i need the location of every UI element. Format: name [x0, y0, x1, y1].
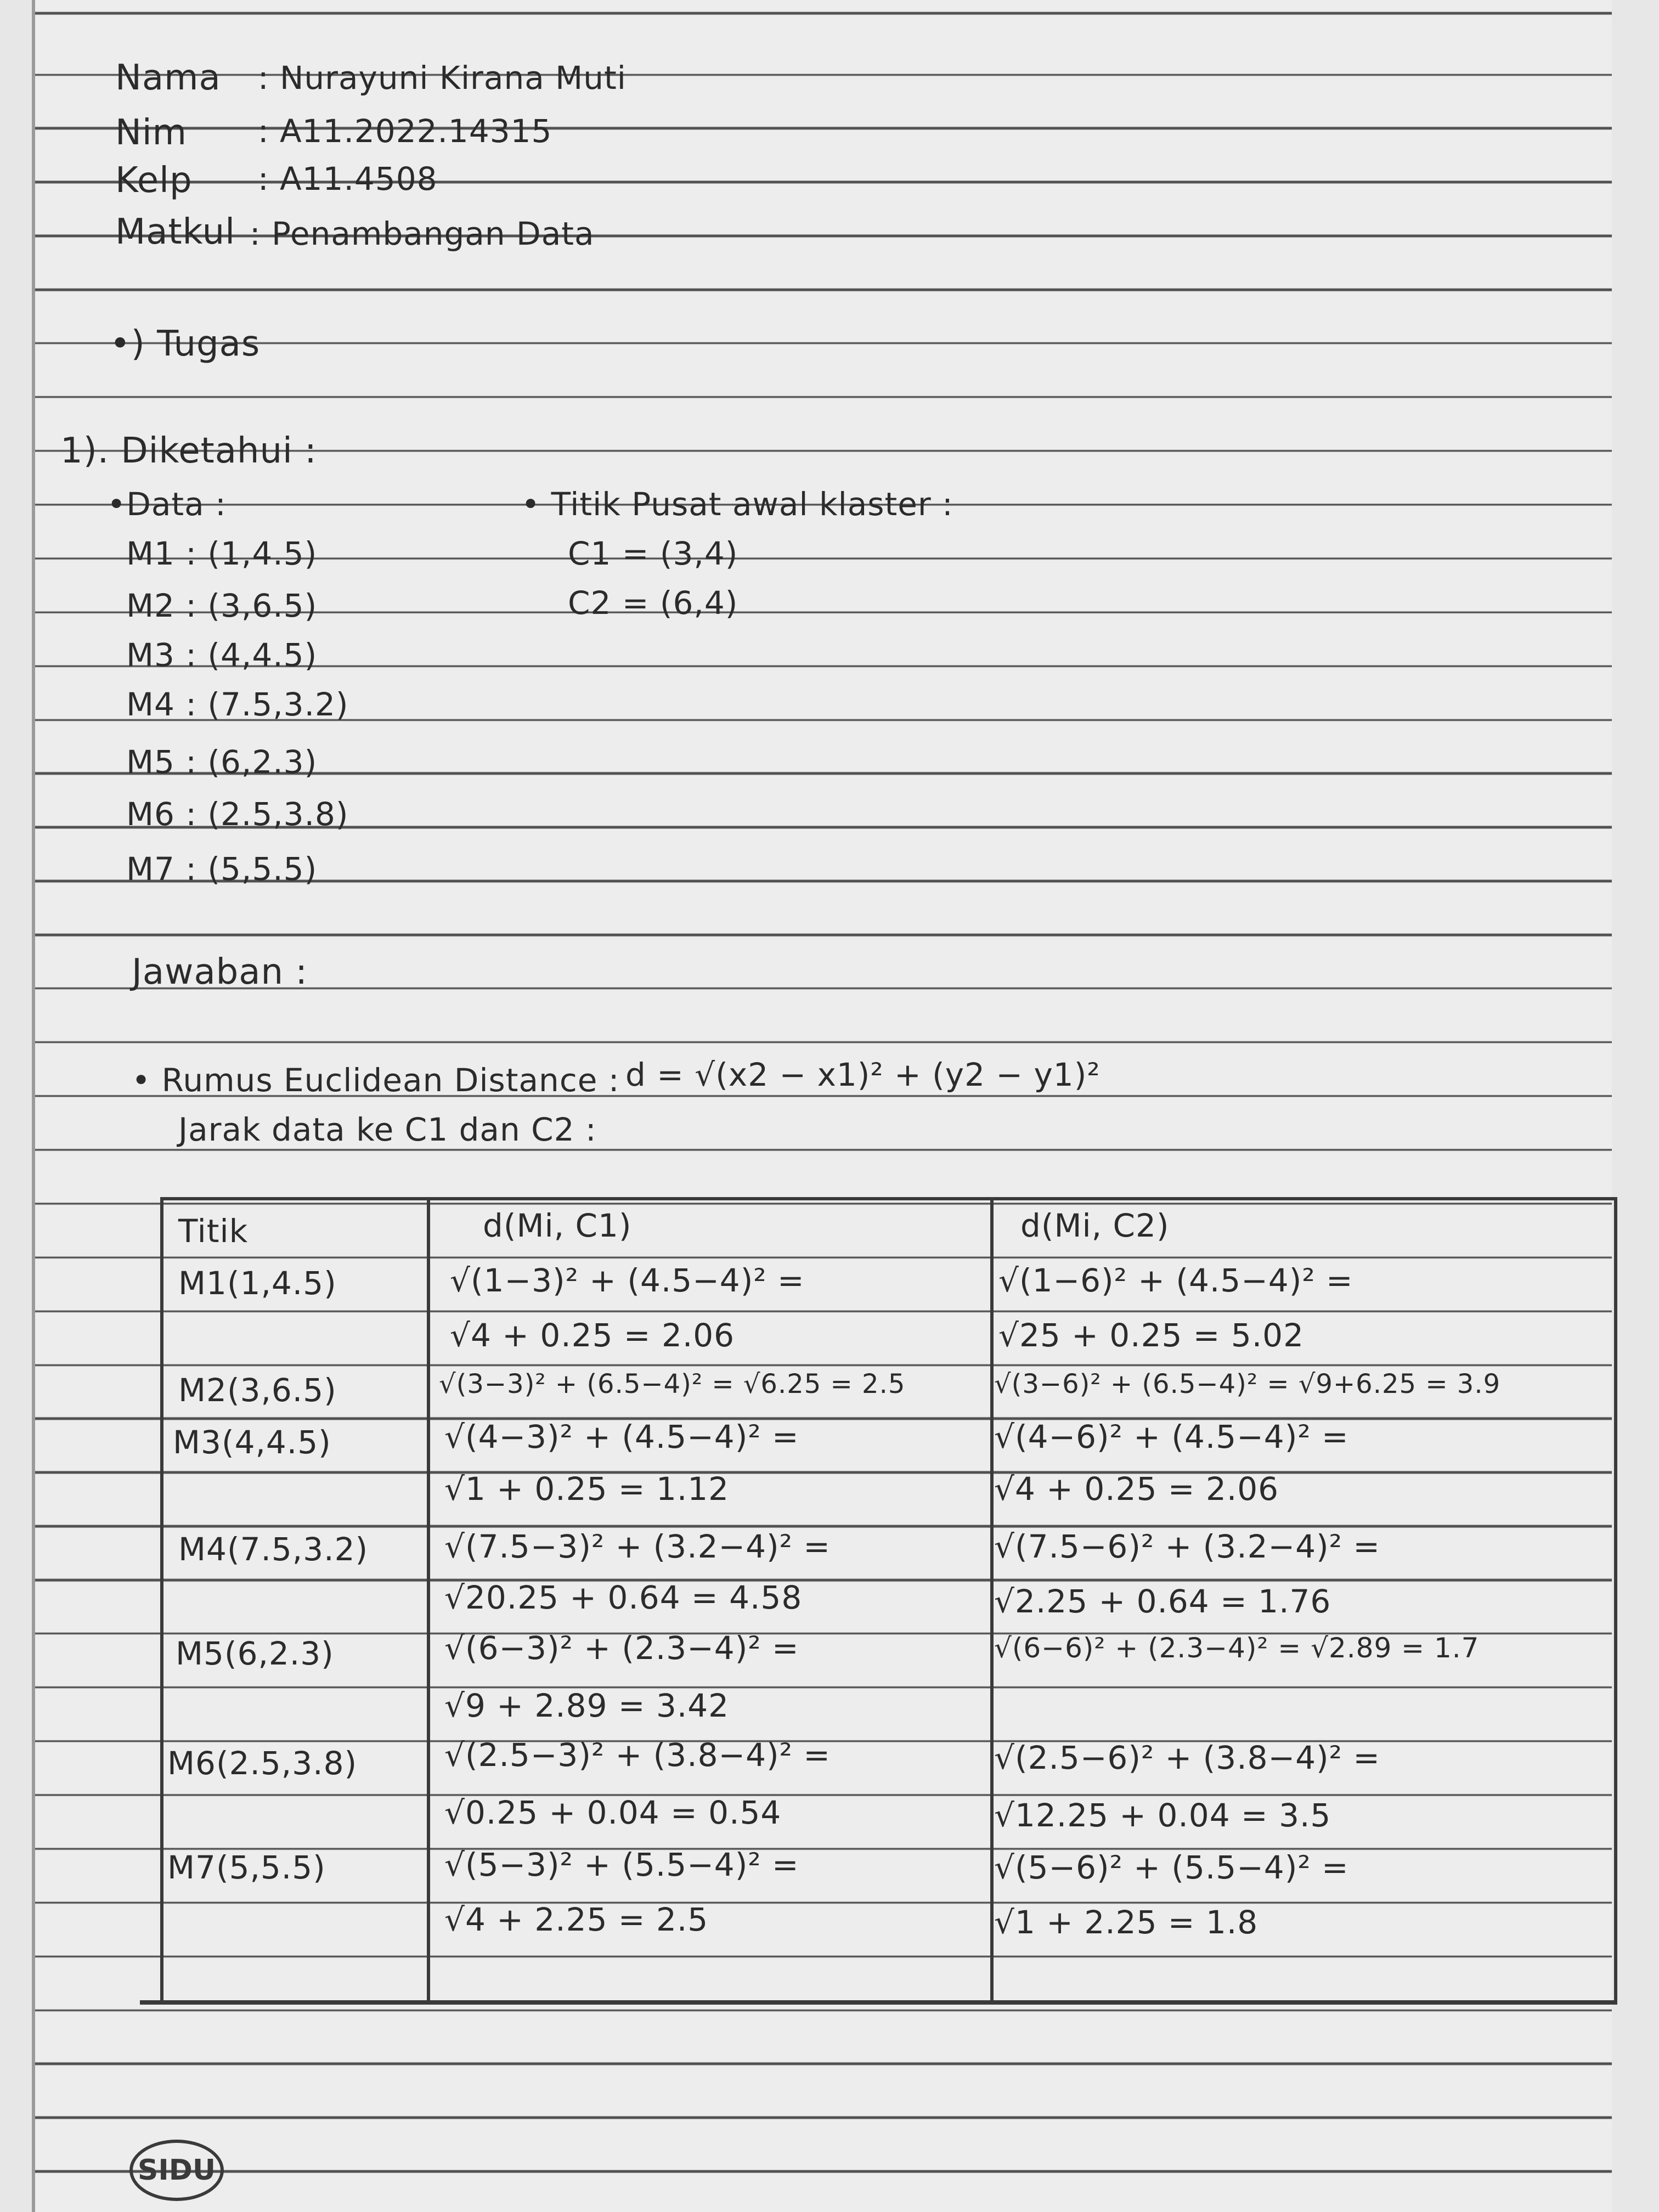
- data-point-m6: M6 : (2.5,3.8): [126, 795, 349, 833]
- table-row-c2: √(7.5−6)² + (3.2−4)² =: [994, 1528, 1380, 1565]
- centroid-c2: C2 = (6,4): [568, 584, 738, 622]
- table-row-c1: √20.25 + 0.64 = 4.58: [444, 1579, 803, 1616]
- formula-label: • Rumus Euclidean Distance :: [132, 1062, 620, 1099]
- nama-value: : Nurayuni Kirana Muti: [258, 59, 627, 97]
- table-row-c2: √(1−6)² + (4.5−4)² =: [998, 1262, 1353, 1299]
- table-header-c1: d(Mi, C1): [483, 1207, 632, 1244]
- table-row-titik: M5(6,2.3): [176, 1635, 334, 1672]
- centroid-title: • Titik Pusat awal klaster :: [521, 486, 953, 523]
- formula-subtitle: Jarak data ke C1 dan C2 :: [178, 1111, 597, 1148]
- table-row-titik: M4(7.5,3.2): [178, 1531, 369, 1568]
- data-point-m4: M4 : (7.5,3.2): [126, 686, 349, 723]
- table-row-c1: √(7.5−3)² + (3.2−4)² =: [444, 1528, 831, 1565]
- data-label: •Data :: [107, 486, 227, 523]
- page-margin-line: [32, 0, 35, 2212]
- matkul-value: : Penambangan Data: [250, 215, 595, 252]
- table-row-c1: √(2.5−3)² + (3.8−4)² =: [444, 1736, 831, 1774]
- table-row-c2: √(3−6)² + (6.5−4)² = √9+6.25 = 3.9: [994, 1369, 1501, 1400]
- table-row-c1: √4 + 2.25 = 2.5: [444, 1901, 709, 1938]
- table-row-c1: √(4−3)² + (4.5−4)² =: [444, 1418, 799, 1455]
- table-row-c2: √12.25 + 0.04 = 3.5: [994, 1797, 1331, 1834]
- table-row-c2: √(5−6)² + (5.5−4)² =: [994, 1849, 1349, 1886]
- table-header-titik: Titik: [178, 1212, 249, 1250]
- jawaban-heading: Jawaban :: [132, 952, 308, 992]
- table-row-c1: √4 + 0.25 = 2.06: [450, 1317, 735, 1354]
- data-point-m1: M1 : (1,4.5): [126, 535, 318, 572]
- table-row-c2: √4 + 0.25 = 2.06: [994, 1470, 1279, 1508]
- table-row-titik: M3(4,4.5): [173, 1424, 331, 1461]
- kelp-value: : A11.4508: [258, 160, 438, 198]
- table-row-c1: √(6−3)² + (2.3−4)² =: [444, 1629, 799, 1667]
- table-border-bottom: [140, 2000, 1617, 2005]
- tugas-heading: •) Tugas: [110, 324, 261, 364]
- formula-expression: d = √(x2 − x1)² + (y2 − y1)²: [625, 1056, 1101, 1093]
- table-row-c1: √1 + 0.25 = 1.12: [444, 1470, 730, 1508]
- table-divider-1: [427, 1197, 430, 2004]
- notebook-brand-logo: SIDU: [129, 2140, 224, 2201]
- table-row-c2: √25 + 0.25 = 5.02: [998, 1317, 1304, 1354]
- table-border-right: [1614, 1197, 1617, 2004]
- table-border-left: [160, 1197, 163, 2004]
- table-row-titik: M6(2.5,3.8): [167, 1745, 358, 1782]
- table-row-c2: √1 + 2.25 = 1.8: [994, 1904, 1259, 1941]
- nim-value: : A11.2022.14315: [258, 112, 552, 150]
- nim-label: Nim: [115, 112, 187, 153]
- centroid-c1: C1 = (3,4): [568, 535, 738, 572]
- kelp-label: Kelp: [115, 160, 193, 201]
- nama-label: Nama: [115, 58, 221, 98]
- table-divider-2: [990, 1197, 994, 2004]
- table-row-titik: M2(3,6.5): [178, 1372, 337, 1409]
- table-row-c2: √(2.5−6)² + (3.8−4)² =: [994, 1739, 1380, 1776]
- data-point-m2: M2 : (3,6.5): [126, 587, 318, 624]
- table-header-c2: d(Mi, C2): [1020, 1207, 1170, 1244]
- table-row-titik: M1(1,4.5): [178, 1265, 337, 1302]
- table-row-c2: √2.25 + 0.64 = 1.76: [994, 1583, 1331, 1620]
- data-point-m7: M7 : (5,5.5): [126, 850, 318, 888]
- matkul-label: Matkul: [115, 212, 235, 252]
- table-row-c1: √0.25 + 0.04 = 0.54: [444, 1794, 782, 1831]
- table-row-c2: √(6−6)² + (2.3−4)² = √2.89 = 1.7: [994, 1632, 1480, 1664]
- problem-number: 1). Diketahui :: [60, 431, 317, 471]
- table-row-c1: √(5−3)² + (5.5−4)² =: [444, 1846, 799, 1883]
- table-border-top: [160, 1197, 1617, 1200]
- table-row-c2: √(4−6)² + (4.5−4)² =: [994, 1418, 1349, 1455]
- table-row-c1: √9 + 2.89 = 3.42: [444, 1687, 730, 1724]
- table-row-c1: √(1−3)² + (4.5−4)² =: [450, 1262, 805, 1299]
- table-row-c1: √(3−3)² + (6.5−4)² = √6.25 = 2.5: [439, 1369, 906, 1400]
- table-row-titik: M7(5,5.5): [167, 1849, 326, 1886]
- data-point-m5: M5 : (6,2.3): [126, 743, 318, 781]
- data-point-m3: M3 : (4,4.5): [126, 636, 318, 674]
